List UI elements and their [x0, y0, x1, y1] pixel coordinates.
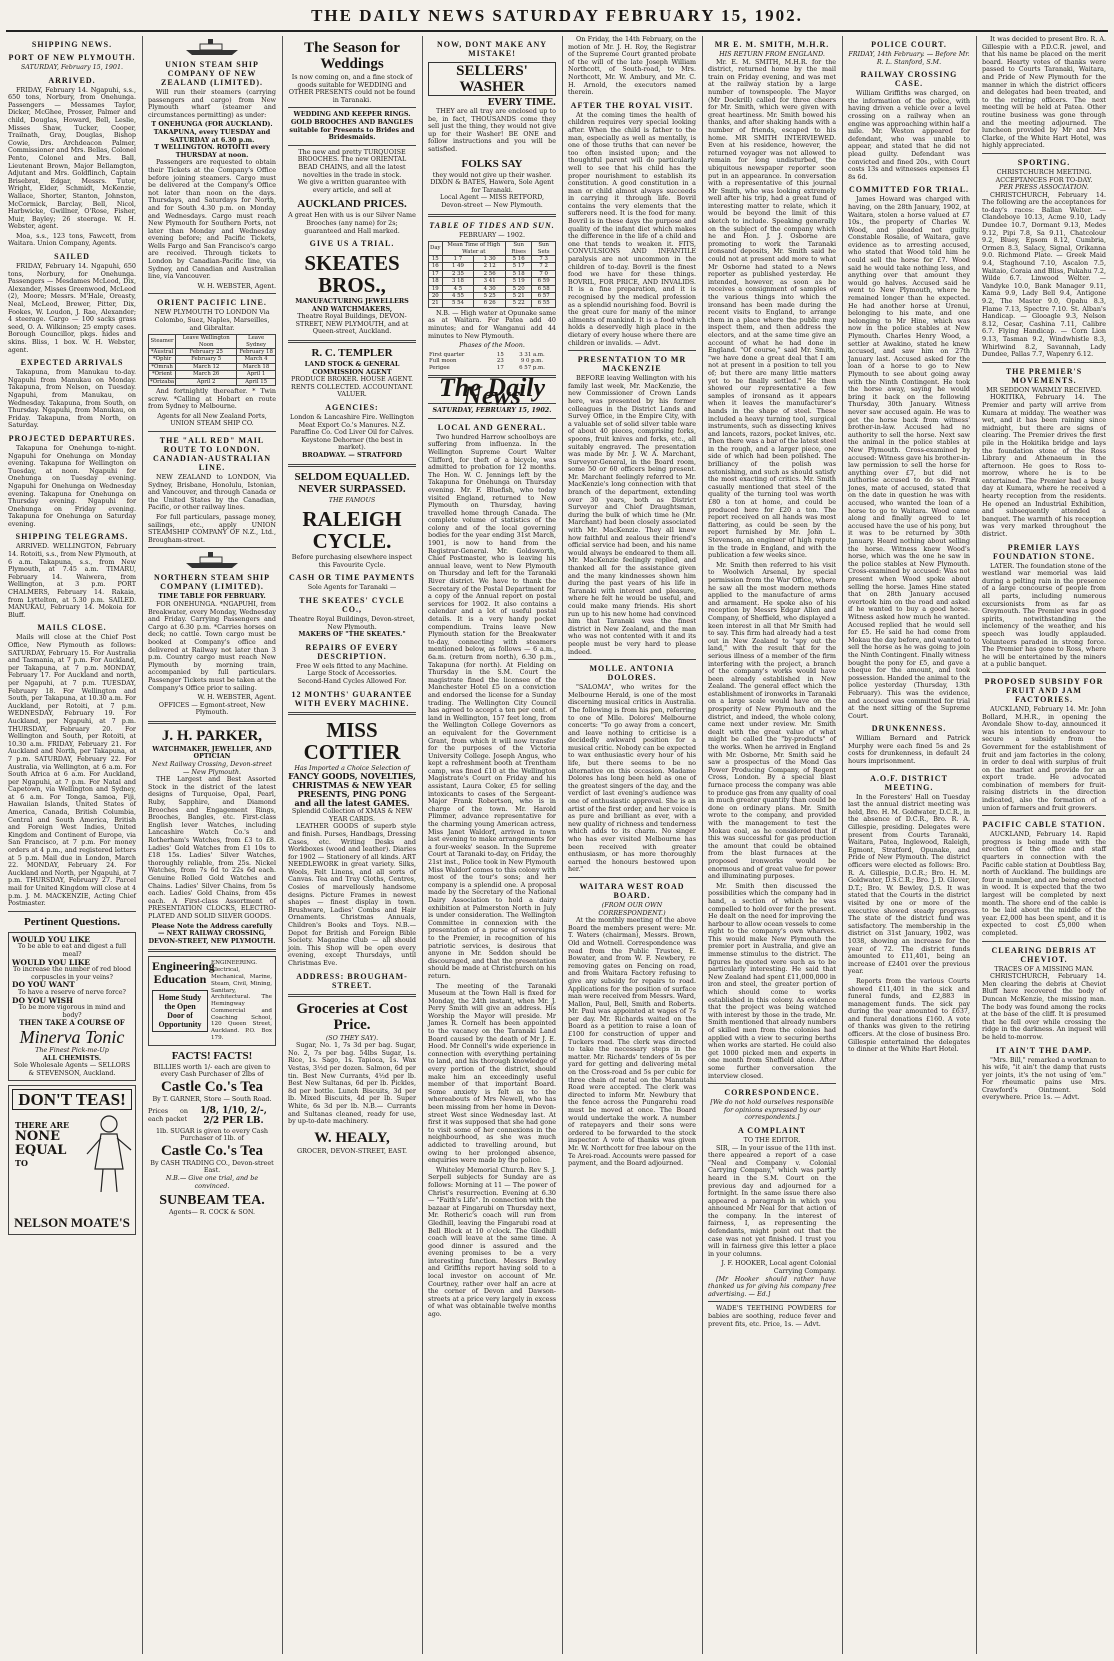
divider [148, 547, 276, 548]
guarantee-text: We give a written guarantee with every article, and sell at [297, 178, 407, 194]
auckland-prices: AUCKLAND PRICES. [297, 198, 407, 211]
turquoise-text: The new and pretty TURQUOISE BROOCHES. The new ORIENTAL BEAD CHAINS, and all the latest novelties in the trade in stock. [297, 147, 407, 179]
divider [982, 362, 1106, 363]
column-rule [976, 36, 977, 1654]
arrived-text-2: Moa, s.s., 123 tons, Fawcett, from Waitara. Union Company, Agents. [8, 231, 136, 248]
table-row: *Orizaba April 2 April 15 [149, 378, 276, 385]
smith-text: Mr. E. M. SMITH, M.H.R. for the district, returned home by the mail train on Friday evening, and was met at the railway station by a large number of townspeople. The Mayor (Mr Dockrill) called for three cheers for Mr. Smith, which were given with great heartiness. Mr. Smith bowed his thanks, and after shaking hands with a number of friends, escaped to his home. MR SMITH INTERVIEWED. Even at his residence, however, the returned voyager was not allowed to remain for long undisturbed, the ubiquitous newspaper reporter soon put in an appearance. In conversation with a representative of this journal Mr Smith, who was looking extremely well after his trip, had a great fund of interesting matter to relate, which it would be beyond the limit of this sketch to include. Speaking generally on the subject of the company which he and Hon. J. J. Osborne are promoting to work the Taranaki ironsand deposits, Mr. Smith said he could not at present add more to what Mr Osborne had stated to a News reporter as published yesterday. He intended, however, as soon as he receives a consignment of samples of the various things into which the ironsand has been made during the recent visits to England, to arrange them in a place where the public may inspect them, and then address the electors, and at the same time give an account of what he had done in England. "Of course," said Mr. Smith, "we have done a great deal that I am not at present in a position to tell you of; but there are many little matters yet to be finally settled." He then showed our representative a few samples of ironsand as it appears when it leaves the manufacturer's hands in the shape of steel. These included a heavy turning tool, surgical instruments, such as dissecting knives and lancets, razors, pocket knives, etc. Then there was a bar of the latest steel in the rough, and a larger piece, one side of which had been polished. The brilliancy of the polish was astonishing, and such as should satisfy the most exacting of critics. Mr. Smith casually mentioned that steel of the quality of the turning tool was worth £80 a ton at home, and could be produced here for £20 a ton. The report received on all hands was most flattering, as could be seen by the report furnished by Mr. John L. Stevenson, an engineer of high repute in the trade in England, and with the publication a few weeks since. [708, 57, 836, 560]
groceries-heading: Groceries at Cost Price. [296, 1000, 408, 1033]
complaint-note: [Mr Hooker should rather have thanked us for giving his company free advertising. — Ed.] [708, 1274, 836, 1298]
wades-advert: WADE'S TEETHING POWDERS for babies are soothing, reduce fever and prevent fits, etc. Price, 1s. — Advt. [708, 1304, 836, 1328]
minerva-advert [8, 932, 136, 1082]
paper-date: SATURDAY, FEBRUARY 15, 1902. [432, 406, 552, 415]
free-wheel-text: Free W eels fitted to any Machine. Large Stock of Accessories. [296, 661, 408, 678]
column-3 [284, 36, 420, 1656]
orient-note: And fortnightly thereafter. * Twin screw. *Calling at Hobart en route from Sydney to Melbourne. [148, 387, 276, 411]
sailed-heading: SAILED [54, 252, 90, 262]
guarantee-12: 12 MONTHS' GUARANTEE WITH EVERY MACHINE. [291, 689, 413, 708]
engineering-heading: Engineering Education [152, 959, 215, 987]
column-2 [144, 36, 280, 1656]
cottier-cards: Splendid Collection of XMAS & NEW YEAR CARDS. [291, 807, 413, 823]
allred-heading: THE "ALL RED" MAIL ROUTE TO LONDON. CANADIAN-AUSTRALIAN LINE. [152, 436, 272, 473]
answer-2: To increase the number of red blood corpuscles in your veins? [13, 965, 131, 981]
orient-col-wellington: Leave Wellington Noon [176, 335, 237, 349]
mackenzie-heading: PRESENTATION TO MR MACKENZIE [577, 355, 687, 374]
healy-subtitle: GROCER, DEVON-STREET, EAST. [296, 1146, 408, 1155]
northern-heading: NORTHERN STEAM SHIP COMPANY (LIMITED). [153, 573, 271, 592]
divider [982, 815, 1106, 816]
castle-prices: 1/8, 1/10, 2/-, 2/2 PER LB. [200, 1105, 267, 1126]
divider [288, 340, 416, 343]
castle-sugar: 1lb. SUGAR is given to every Cash Purchaser of 1lb. of [155, 1126, 269, 1143]
castle-trading: By CASH TRADING CO., Devon-street East. [150, 1158, 274, 1175]
telegrams-text: ARRIVED. WELLINGTON, February 14. Rotoiti, s.s., from New Plymouth, at 6 a.m. Takapuna, s.s., from New Plymouth, at 7.45 a.m. TIMARU, February 14. Waiwera, from Wellington, at 3 p.m. PORT CHALMERS, February 14. Rakaia, from Lyttelton, at 5.30 p.m. SAILED. MANUKAU, February 14. Mokoia for Bluff. [8, 542, 137, 619]
orient-table [148, 334, 276, 386]
aof-text-2: Reports from the various Courts showed £11,401 in the sick and funeral funds, and £2,883 in management funds. The sick pay during the year amounted to £637, and funeral donations £160. A vote of thanks was given to the retiring officers. At the close of business Bro. Gillespie entertained the delegates to dinner at the White Hart Hotel. [848, 976, 970, 1054]
correspondence-note: [We do not hold ourselves responsible for opinions expressed by our correspondents.] [710, 1098, 834, 1122]
table-row: *Ophir February 5 March 4 [149, 356, 276, 363]
weddings-heading: The Season for Weddings [304, 40, 400, 72]
cottier-heading: MISS COTTIER [303, 717, 401, 764]
table-row: 16 1 49 2 12 5 17 7 2 [429, 263, 556, 270]
column-rule [702, 36, 703, 1654]
divider [148, 293, 276, 294]
figure-illustration-icon [79, 1114, 139, 1194]
groceries-list: Sugar, No. 1, 7s 3d per bag. Sugar, No. 2, 7s per bag. 54lbs Sugar, 1s. Rice, 1s. Sago, 1s. Tapioca, 1s. Wax Vestas, 3½d per dozen. Salmon, 6d per tin. Best New Currants, 4½d per lb. Best New Sultanas, 6d per lb. Pickles, 8d per bottle. Lunch Biscuits, 3d per lb. Mixed Biscuits, 4d per lb. Super White, 6s 3d per lb. N.B.— Currants and Sultanas cleaned, ready for use, by up-to-date machinery. [288, 1041, 416, 1126]
divider [148, 949, 276, 952]
divider [148, 721, 276, 724]
paper-logo: The Daily News [438, 372, 546, 410]
table-row: *Orient March 26 April 1 [149, 371, 276, 378]
cash-heading: CASH OR TIME PAYMENTS [289, 573, 415, 583]
aof-heading: A.O.F. DISTRICT MEETING. [870, 773, 948, 792]
aint-heading: IT AIN'T THE DAMP. [996, 1045, 1092, 1055]
shipping-heading: SHIPPING NEWS. [31, 40, 113, 49]
raleigh-heading: RALEIGH CYCLE. [302, 507, 402, 554]
molle-heading: MOLLE. ANTONIA DOLORES. [589, 664, 675, 683]
divider [288, 712, 416, 715]
crossing-heading: RAILWAY CROSSING CASE. [860, 70, 958, 89]
divider [288, 994, 416, 997]
sailed-text: FRIDAY, February 14. Ngapuhi, 650 tons, Norbury, for Onehunga. Passengers — Mesdames McLeod, Dix, Alexander, Misses Greenwood, McLeod (2), Moore; Messrs. M'Hale, Oreasty, Neal, McLeod, Brewer, Pitter, Dix, Fookes, W. Loudon, J. Rae, Alexander; 4 steerage. Cargo — 100 sacks grass seed, O. A. Wilkinson; 25 empty cases. Borough Councillor, pkgs. hides and skins. Bliss, 1 box. W. H. Webster, agent. [8, 262, 136, 354]
steamship-icon [182, 38, 242, 56]
aof-continued: It was decided to present Bro. R. A. Gillespie with a P.D.C.R. jewel, and that his name be placed on the merit board. Hearty votes of thanks were passed to Courts Taranaki, Waitara, and Pride of New Plymouth for the manner in which the district officers and delegates had been treated, and to the retiring officers. The next meeting will be held at Patea. Other routine business was gone through and the meeting adjourned. The luncheon provided by Mr and Mrs Clarke, of the White Hart Hotel, was highly appreciated. [982, 36, 1106, 150]
press-association: PER PRESS ASSOCIATION. [999, 183, 1089, 192]
cottier-address: ADDRESS: BROUGHAM-STREET. [296, 971, 408, 990]
column-rule [282, 36, 283, 1654]
northern-text: FOR ONEHUNGA. *NGAPUHI, from Breakwater, every Monday, Wednesday and Friday. Carrying Passengers and Cargo at 6.30 p.m. *Carries horses on deck; no cattle. Town cargo must be booked at Company's office and delivered at Railway not later than 3 p.m. Country cargo must reach New Plymouth by morning train, accompanied by full particulars. Passenger Tickets must be taken at the Company's Office prior to sailing. [148, 599, 276, 692]
waitara-heading: WAITARA WEST ROAD BOARD. [579, 881, 685, 900]
repairs-heading: REPAIRS OF EVERY DESCRIPTION. [305, 642, 399, 661]
trial-heading: GIVE US A TRIAL. [309, 239, 395, 249]
skeates-cycle: THE SKEATES' CYCLE CO., [299, 595, 405, 614]
northern-agent: W. H. WEBSTER, Agent. [197, 693, 276, 702]
table-row: 21 5 54 6 26 5 22 6 55 [429, 300, 556, 307]
parker-note: Please Note the Address carefully — NEXT RAILWAY CROSSING, DEVON-STREET, NEW PLYMOUTH. [148, 921, 276, 945]
correspondence-heading: CORRESPONDENCE. [724, 1088, 820, 1098]
tides-col-sun-sets: Sun Sets [532, 242, 556, 256]
projected-text: Takapuna for Onehunga to-night. Ngapuhi for Onehunga on Monday evening. Takapuna for Wellington on Tuesday, at noon. Ngapuhi for Onehunga on Tuesday evening. Ngapuhi for Onehunga on Wednesday evening. Takapuna for Onehunga on Thursday evening. Ngapuhi for Onehunga on Friday evening. Takapuna for Onehunga on Saturday evening. [8, 443, 136, 528]
complaint-text: SIR, — In your issue of the 11th inst. there appeared a report of a case "Neal and Company v. Colonial Carrying Company," which was partly heard in the S.M. Court on the previous day and adjourned for a fortnight. In the same issue there also appeared a paragraph in which you announced Mr Neal for that action of the company. In the interest of fairness, I, as representing the defendants, might point out that the case was not yet finished. I trust you will in fairness give this letter a place in your columns. [708, 1143, 836, 1258]
premier-heading: THE PREMIER'S MOVEMENTS. [1005, 366, 1083, 385]
waitara-subtitle: (FROM OUR OWN CORRESPONDENT.) [598, 900, 666, 917]
skeates-cycle-address: Theatre Royal Buildings, Devon-street, New Plymouth. [289, 614, 415, 631]
sporting-text: CHRISTCHURCH, February 14. The following are the acceptances for to-day's races: Ballan Welter. — Clandeboye 10.13, Acme 9.10, Lady Dundee 10.7, Dormant 9.13, Medes 9.12, Pipi 7.8, Sa 9.11, Chatcolour 9.2, Bluey, Epsom 8.12, Cumbria, Ormen 8.3, Salacy, Signal, Orikanna 9.0. Richmond Plate. — Greek Maid 9.4, Staghound 7.10, Ascalon 7.5, Waitaio, Coraia and Bliss, Pukahu 7.2, Wilde 6.7. Linwood Welter. — Vandyke 10.0, Bank Manager 9.11, Kama 9.9, Lady Bell 9.4, Antigone 9.2, The Master 9.0, Opahu 8.3, Flame 7.13, Spectre 7.10. St. Alban's Handicap. — Glooagle 9.3, Nelson 8.12, Cesar, Cashina 7.11, Calibre 6.7. Flying Handicap. — Corn Lion 9.13, Tasman 9.2, Windwhistle 8.3, Whirlwind 8.2, Savannah, Lady Dundee, Pallas 7.7, Wapenry 6.12. [982, 190, 1106, 359]
chemists-line: ALL CHEMISTS. [42, 1053, 102, 1062]
castle-heading: Castle Co.'s Tea [160, 1079, 264, 1096]
parker-text: THE Largest and Best Assorted Stock in the district of the latest designs of Turquoise, Opal, Pearl, Ruby, Sapphire, and Diamond Brooches and Engagement Rings, Brooches, Bangles, etc. First-class English lever Watches, including Lancashire Watch Co.'s and Rotherham's Watches, from £3 to £8. Ladies' Gold Watches from £1 10s to £18 15s. Ladies' Silver Watches, thoroughly reliable, from 25s. Nickel Watches, from 7s 6d to 22s 6d each. Genuine Rolled Gold Watches and Chains. Ladies' Silver Chains, from 5s each. Ladies' Gold Chains, from 45s each. A First-class Assortment of PRESENTATION CLOCKS, ELECTRO-PLATED AND SOLID SILVER GOODS. [148, 775, 276, 920]
expected-text: Takapuna, from Manukau to-day. Ngapuhi from Manukau on Monday. Takapuna, from Nelson, on Tuesday. Ngapuhi, from Manukau, on Wednesday. Takapuna, from South, on Thursday. Ngapuhi, from Manukau, on Friday. Takapuna, from North, on Saturday. [8, 368, 136, 430]
sunbeam-agent: Agents— R. COCK & SON. [168, 1208, 256, 1217]
question-4: DO YOU WISH [12, 995, 74, 1005]
tides-month: FEBRUARY — 1902. [459, 230, 525, 239]
table-row: First quarter 15 3 31 a.m. [429, 351, 545, 358]
agencies-text: London & Lancashire Fire. Wellington Meat Export Co.'s Manures. N.Z. Paraffine Co. Cod Liver Oil for Calves. Keystone Dehorner (the best in market). [290, 413, 414, 452]
crossing-text: William Griffiths was charged, on the information of the police, with having driven a vehicle over a level crossing on a railway when an engine was approaching within half a mile. Mr. Weston appeared for defendant, who was unable to appear, and stated that he did not plead guilty. Defendant was convicted and fined 20s., with Court costs 13s and witnesses expenses £1 8s 6d. [848, 89, 970, 181]
divider [568, 350, 696, 351]
complaint-to: TO THE EDITOR. [743, 1135, 801, 1144]
divider [708, 1301, 836, 1302]
mails-heading: MAILS CLOSE. [37, 623, 107, 633]
table-row: *Omrah March 12 March 18 [149, 363, 276, 370]
arrived-text: FRIDAY, February 14. Ngapuhi, s.s., 650 tons, Norbury, from Onehunga. Passengers — Messames Taylor, Dicker, McGhee, Prosser, Palmer and child, Douglas, Howard, Bell, Leslie, Misses Shaw, Tucker, Cooper, Trailnath, Gray, Douglas, Bishop Cowie, Drs. Archdeacon Palmer, Commissioner and Mrs. Bellas, Colonel Pento, Colonel and Mrs. Ball, Lieutenant Brown, Major Bellamgton, Adjutant and Mrs. Goldflinch, Captain Brisebrat, Edgar, Messrs. Tutor, Wright, Elder, Schmidt, McKenzie, Wallace, Shorter, Stanton, Johnston, McCormick, Barclay, Bell, Nicol, Harbwicke, Gwillner, O'Rose, Fisher, Muir, Bayley; 26 steerage. W. H. Webster, agent. [8, 85, 136, 231]
sunbeam-heading: SUNBEAM TEA. [159, 1193, 265, 1209]
hen-text: A great Hen with us is our Silver Name Brooches (any name) for 2s; guaranteed and Hall marked. [288, 211, 416, 235]
column-rule [422, 36, 423, 1654]
table-row: 20 4 55 5 25 5 21 6 57 [429, 292, 556, 299]
waitara-text: At the monthly meeting of the above Board the members present were: Mr. T. Waters (chairman), Messrs. Brown, Old and Wotnell. Correspondence was read from the Public Trustee, E. Bowater, and from W. F. Newbery, re removing gates on Fencing on road, and from Waitara Factory refusing to give any subsidy for repairs to road. Applications for the position of surface man were received from Messrs. Ward, Mallon, Paul, Bell, Smith and Roberts. Mr. Paul was appointed at wages of 7s per day. Mr. Richards waited on the Board as a petition to raise a loan of £100 for construction of upper and Tuckers road. The clerk was directed to take the necessary steps in the matter. Mr. Richards' tenders of 5s per yard for getting and delivering metal on the Cross-road and 5s per cubic for three chain of metal on the Manutahi Road were accepted. The clerk was directed to inform Mr. Newbury that the fence across the Pungarehu road must be moved at once. The Board would undertake the work. A number of ratepayers and their sons were ordered to be forwarded to the stock inspector. A vote of thanks was given Mr. W. Northcott for free labour on the Te Arei-road. Accounts were passed for payment, and the Board adjourned. [568, 916, 696, 1168]
cottier-list: FANCY GOODS, NOVELTIES, CHRISTMAS & NEW YEAR PRESENTS, PING PONG and all the latest GAMES. [288, 771, 416, 809]
royal-text: At the coming times the health of children requires very special looking after. When the child is father to the man, especially as well as mentally, is one of those truths that can never be too often insisted upon; and the thoughtful parent will do particularly well to see that his child has the proper nourishment to establish its constitution. A good constitution in a man or child almost always succeeds in carrying it through life. Bovril contains the very elements that the sufferers need. It is the food for many. Bovril is in these days the purpose and quality of the infant diet which makes the difference in the life of a child and one that tends to weaken it. FITS, CONVULSIONS AND INFANTILE paralysis are not uncommon in the children of to-day. Bovril is the finest food we have for these things. BOVRIL, FOR PRICE, AND INVALIDS. It is a fine preparation, and it is recognised by the medical profession as a splendid nourishing food. Bovril is the great cure for many of the minor ailments of mankind. It is a food which holds a deservedly high place in the dietary of every house where there are children or invalids. — Advt. [568, 110, 696, 347]
divider [288, 464, 416, 467]
skeates-address: Theatre Royal Buildings, DEVON-STREET, NEW PLYMOUTH, and at Queen-street, Auckland. [295, 312, 409, 336]
orient-col-sydney: Leave Sydney [237, 335, 276, 349]
telegrams-heading: SHIPPING TELEGRAMS. [15, 532, 129, 542]
cottier-goods: LEATHER GOODS of superb style and finish. Purses, Handbags, Dressing Cases, etc. Writing Desks and Workboxes (wood and leather). Diaries for 1902 — Stationery of all kinds. ART NEEDLEWORK in great variety. Silks, Wools, Felt Linens, and all sorts of Canvas. Tea and Tray Cloths, Centres, Cosies of marvellously handsome designs. Picture Frames in newest shapes — finest display in town. Brushware, Ladies' Combs and Hair Ornaments. Christmas Annuals, Children's Books and Toys. N.B.— Depot for British and Foreign Bible Society. Magazine Club — all should join. This Shop will be open every evening, except Thursdays, until Christmas Eve. [288, 822, 416, 967]
uss-agent: W. H. WEBSTER, Agent. [197, 281, 276, 290]
table-row: *Austral February 25 February 18 [149, 349, 276, 356]
teas-line-1: THERE ARE [15, 1120, 70, 1131]
question-2: WOULD YOU LIKE [12, 957, 90, 967]
tides-col-day: Day [429, 242, 443, 256]
divider [982, 672, 1106, 673]
allred-text: NEW ZEALAND to LONDON, Via Sydney, Brisbane, Honolulu, Istonian, and Vancouver, and through Canada or the United States by the Canadian, Pacific, or other railway lines. [148, 473, 276, 512]
local-text: Two hundred Harrow schoolboys are suffering from influenza. In the Wellington Supreme Court Walter Clifford, for theft of a bicycle, was admitted to probation for 12 months. The Hon. W. C. Jennings left by the Takapuna for Onehunga on Thursday evening. Mr. F. Bluefish, who today visited England, returned to New Plymouth on Thursday, having travelled home through Canada. The complete volume of statistics of the colony and of the local governing bodies for the year ending 31st March, 1901, is now to hand from the Registrar-General. Mr. Goldsworth, Chief Postmaster, who is leaving his annual leave, went to New Plymouth on Thursday and left for the Taranaki River district. We have to thank the Secretary of the Postal Department for a copy of the Annual report on postal services for 1902. It also contains a calendar and a lot of useful postal details. It is a very handy pocket compendium. Trains leave New Plymouth station for the Breakwater to-day, connecting with steamers mentioned below, as follows — 6 a.m., 6a.m. (return from north), 6.30 p.m., Takapuna (for north). At Fielding on Thursday in the S.M. Court the magistrate fined the licensee of the Manchester Hotel £5 on a conviction and endorsed the license for a Sunday trading. The Wellington City Council has agreed to accept a ten per cent. of land in Wellington, 157 feet long, from the Wellington College Governors as an equivalent for the Government Grant, from which it will now transfer for the purposes of the Victoria University College. Joseph Angus, who kept a refreshment booth at Trentham camp, was fined £10 at the Wellington Magistrate's Court on Friday and his assistant, Laura Coker, £5 for selling intoxicants to cases of the Sergeant-Major Frank Robertson, who is in charge of the town. Mr. Harold Plimmer, advance representative for the charming young American actress, Miss Janet Waldorf, arrived in town last evening to make arrangements for a four-weeks' season. In the Supreme Court at Taranaki to-day, on Friday, the 21st inst., Police took in New Plymouth Miss Waldorf comes to this colony with most of the tour's sons; and her company is a splendid one. A proposal made by the Secretary of the National Dairy Association to hold a dairy exhibition at Palmerston North in July is under consideration. The Wellington Committee in connexion with the presentation of a purse of sovereigns to the Premier, in recognition of his patriotic services, is desirous that anyone in Mr. Seddon should be discouraged, and that the presentation should be made at Christchurch on his return. [428, 432, 556, 980]
tides-col-sun-rises: Sun Rises [506, 242, 532, 256]
engineering-left: Home Study the Open Door of Opportunity [152, 990, 208, 1032]
skeates-subtitle: MANUFACTURING JEWELLERS AND WATCHMAKERS, [295, 297, 409, 313]
trials-text: James Howard was charged with having, on the 28th January, 1902, at Waitara, stolen a horse valued at £7 10s., the property of Charles W. Wood, and pleaded not guilty. Constable Rosalie, of Waitara, gave evidence as to arresting accused, who stated that Wood told him he could sell the horse for £7. Wood said he would take nothing less, and anything over that amount they would go halves. Accused said he went to New Plymouth, where he remained longer than he expected. He had another horse at Urenui, belonging to his mate, and one belonging to Mr Hine, which was now in the police stables at New Plymouth. Charles Henry Wood, a settler at Awakino, stated he knew accused, and saw him on 27th January last. Accused asked for the loan of a horse to go to New Plymouth to see about going away with the Ninth Contingent. He took the horse away, saying he would bring it back on the following Thursday, 30th January. Witness never saw accused again. He was to get the horse back from witness' brother-in-law. Accused had no authority to sell the horse. Next saw the animal in the police stables at New Plymouth. Cross-examined by accused: Witness gave his brother-in-law permission to sell the horse for anything over £7, but did not authorise accused to do so. Frank Jones, mate of accused, stated that on the date in question he was with accused, who wanted the loan of a horse to go to Waitara. Wood came along and finally agreed to let accused have the use of his pony, but it was to be returned by 30th January. Heard nothing about selling the horse. Witness knew Wood's horse, which was the one he saw in the police stables at New Plymouth. Cross-examined by accused: Was not present when Wood spoke about selling the horse. James Hine stated that on 28th January accused overtook him on the road and asked if he wanted to buy a good horse. Witness asked how much he wanted. Accused replied that he would sell for £5. He said he had come from Mokau the day before, and wanted to sell the horse as he was going to join the Ninth Contingent. Finally witness bought the pony for £5, and gave a cheque for the amount, and took possession. Handed the animal to the police yesterday (Thursday, 13th February). This was the evidence, and accused was committed for trial at the next sitting of the Supreme Court. [848, 195, 970, 720]
skeates-makers: MAKERS OF "THE SKEATES." [298, 630, 406, 639]
folks-heading: FOLKS SAY [461, 157, 523, 170]
divider [428, 418, 556, 419]
question-3: DO YOU WANT [12, 980, 75, 990]
port-heading: PORT OF NEW PLYMOUTH. [8, 53, 136, 62]
stone-heading: PREMIER LAYS FOUNDATION STONE. [992, 542, 1096, 561]
divider [708, 1083, 836, 1084]
cable-heading: PACIFIC CABLE STATION. [982, 820, 1106, 830]
table-row: 18 3 18 3 41 5 19 6 59 [429, 278, 556, 285]
teas-line-3: EQUAL [15, 1143, 67, 1159]
answer-3: To have a reserve of nerve force? [18, 987, 126, 996]
sellers-text: THEY are all tray are enclosed up to be, in fact, THOUSANDS come they sell just the thing, they would not give up for their Washer! BE ONE and follow instructions and you will be satisfied. [428, 107, 556, 153]
castle-prices-label: Prices on each packet [148, 1107, 188, 1123]
minerva-logo: Minerva Tonic [19, 1026, 125, 1047]
uss-note: Passengers are requested to obtain their Tickets at the Company's Office before joining steamers. Cargo must be delivered at the Company's Office not later than noon on the days. Thursdays, and Saturdays for North, and for South 4.30 p.m. on Monday and Wednesdays. Cargo must reach New Plymouth for Southern Ports, not later than Monday and Wednesday evening before; and Pacific Tickets, Wells Fargo and San Francisco's cargo are received. Through tickets to London by Canadian-Pacific line, via Sydney, and Canadian and Australian line, via Vancouver. [148, 158, 276, 281]
uss-wellington: T WELLINGTON. ROTOITI every THURSDAY at noon. [154, 143, 270, 159]
tides-heading: TABLE OF TIDES AND SUN. [429, 220, 555, 230]
moon-table [428, 352, 556, 371]
sellers-top: NOW, DONT MAKE ANY MISTAKE! [436, 40, 547, 58]
table-row: 15 1 7 1 30 5 16 7 3 [429, 255, 556, 262]
table-row: 19 4 5 4 30 5 20 6 58 [429, 285, 556, 292]
facts-heading: FACTS! FACTS! [171, 1049, 253, 1062]
smith-text-3: Mr. Smith then discussed the possibilities which the company had in hand, a section of which he was compelled to hold over for the present. He dealt on the need for improving the harbour to allow ocean vessels to come right to the company's own wharves. This would make New Plymouth the premier port in Australia, and give an immense stimulus to the district. The figures he quoted were such as to be particularly interesting. He said that New Zealand had spent £11,000,000 in iron and steel, the greater portion of which should come to works established in this colony. As evidence that the project was being watched with interest by those in the trade, Mr. Smith mentioned that already numbers of skilled men from the colonies had applied with a view to securing berths when works are started. He could also get 1000 picked men and experts in one month from Sheffield alone. After some further conversation the interview closed. [708, 881, 836, 1080]
divider [848, 769, 970, 770]
aint-text: "Mrs. Bill," remarked a workman to his wife, "it ain't the damp that rusts yer joints, it's the not using of 'em." For rheumatic pains use Mrs. Crawford's Ointment. Sold everywhere. Price 1s. — Advt. [982, 1055, 1106, 1102]
drunk-heading: DRUNKENNESS. [871, 724, 947, 734]
divider [568, 877, 696, 878]
divider [982, 941, 1106, 942]
sporting-heading: SPORTING. [1017, 157, 1071, 167]
weddings-text: Is now coming on, and a fine stock of goods suitable for WEDDING and OTHER PRESENTS could not be found in Taranaki. [288, 73, 416, 104]
divider [288, 145, 416, 146]
northern-subtitle: TIME TABLE FOR FEBRUARY. [158, 592, 266, 601]
parker-name: J. H. PARKER, [161, 727, 263, 744]
teas-line-4: TO [15, 1158, 28, 1169]
teas-headline: DON'T TEAS! [12, 1089, 132, 1110]
raleigh-text: Before purchasing elsewhere inspect this Favourite Cycle. [291, 553, 413, 569]
divider [288, 107, 416, 108]
skeates-heading: SKEATES BROS., [304, 251, 400, 298]
allred-more: For full particulars, passage money, sailings, etc., apply UNION STEAMSHIP COMPANY OF N.Z., Ltd., Brougham-street. [148, 513, 276, 544]
cheviot-text: CHRISTCHURCH, February 14. Men clearing the debris at Cheviot Bluff have recovered the body of Duncan McKenzie, the missing man. The body was found among the rocks at the base of the cliff. It is presumed that he fell over while crossing the ridge in the darkness. An inquest will be held to-morrow. [982, 972, 1106, 1041]
orient-subtitle: NEW PLYMOUTH TO LONDON Via Colombo, Suez, Naples, Marseilles, and Gibraltar. [154, 308, 270, 332]
acceptances: ACCEPTANCES FOR TO-DAY. [995, 175, 1093, 184]
cable-text: AUCKLAND, February 14. Rapid progress is being made with the erection of the office and staff quarters in connection with the Pacific cable station at Doubtless Bay, north of Auckland. The buildings are four in number, and are being erected in wood. It is expected that the two largest will be completed by next month. The shore end of the cable is to be laid about the middle of the year. £2,000 has been spent, and it is expected to cost £5,000 when completed. [982, 830, 1106, 937]
smith-text-2: Mr. Smith then referred to his visit to Woolwich Arsenal, by special permission from the War Office, where he saw all the most modern methods applied to the manufacture of arms and armament. He spoke also of his reception by Messrs Edgar Allen and Company, of Sheffield, who displayed a keen interest in all that Mr Smith had to say. This firm had already had a test out in New Zealand to "spy out the land," with the result that for the serious illness of a member of the firm interfering with the project, a branch of the company's works would have been already established in New Zealand. The general effect which the establishment of ironworks in Taranaki on a large scale would have on the prosperity of New Plymouth and the district, and indeed, the whole colony, came next under review. Mr. Smith dealt with the great value of what might be called the "by-products" of the works. When he arrived in England with Mr. Osborne, Mr. Smith said he saw a prospectus of the Mond Gas Power Producing Company, of Regent Cross, London. By a special blast furnace process the company was able to produce gas from any quality of coal in much greater quantity than could be done on ordinary plans. Mr. Smith wrote to the company, and provided with the management to test the Mokau coal, as he considered that if this was successful for gas production the amount that could be obtained from the blast furnaces at the proposed ironworks would be enormous and of great value for power and illuminating purposes. [708, 560, 836, 881]
uss-text: Will run their steamers (carrying passengers and cargo) from New Plymouth wharf (steamer and circumstances permitting) as under: [148, 88, 276, 119]
arrived-heading: ARRIVED. [48, 75, 96, 85]
northern-office: OFFICES — Egmont-street, New Plymouth. [158, 700, 266, 717]
masthead-rule [6, 30, 1108, 32]
orient-col-steamer: Steamer [149, 335, 176, 349]
uss-onehunga: T ONEHUNGA (FOR AUCKLAND). TAKAPUNA, every TUESDAY and SATURDAY at 6.30 p.m. [151, 120, 273, 144]
smith-subtitle: HIS RETURN FROM ENGLAND. [719, 50, 825, 58]
local-agent: Local Agent — MISS RETFORD, Devon-street — New Plymouth. [439, 193, 545, 209]
second-hand-text: Second-Hand Cycles Allowed For. [297, 676, 407, 685]
local-text-3: Whiteley Memorial Church. Rev S. J. Serpell subjects for Sunday are as follows: Morning at 11 — The power of Christ's resurrection. Evening at 6.30 — "Faith's Life". In connection with the bazaar at Fingarubi on Thursday next, Mr. Rotheric's coach will run from Gledhill, leaving the Fingarubi road at Bell Block at 10 o'clock. The Gledhill coach will leave at the same time. A good dinner is assured and the evening promises to be a very interesting function. Messrs Bewley and Griffiths report having sold to a local investor on account of Mr. Courtney, rather over half an acre at the corner of Devon and Dawson-streets at a price very largely in excess of what was obtainable twelve months ago. [428, 1165, 556, 1319]
projected-heading: PROJECTED DEPARTURES. [8, 433, 136, 443]
castle-by: By T. GARNER, Store — South Road. [152, 1095, 272, 1104]
castle-note: N.B.— Give one trial, and be convinced. [165, 1174, 259, 1190]
complaint-heading: A COMPLAINT [737, 1125, 807, 1135]
moon-heading: Phases of the Moon. [459, 341, 525, 350]
raleigh-agents: Sole Agents for Taranaki — [307, 583, 397, 592]
broadway-text: BROADWAY. — STRATFORD [302, 451, 402, 459]
friday-text: On Friday, the 14th February, on the motion of Mr. J. H. Roy, the Registrar of the Supreme Court granted probate of the will of the late Joseph William Northcott, of South-road, to Mrs. Northcott, Mr. W. Ambury, and Mr. C. H. Arnold, the executors named therein. [568, 36, 696, 97]
local-heading: LOCAL AND GENERAL. [437, 422, 547, 432]
wedding-rings: WEDDING AND KEEPER RINGS. GOLD BROOCHES AND BANGLES suitable for Presents to Brides and Bridesmaids. [289, 110, 415, 142]
premier-text: HOKITIKA, February 14. The Premier and party will arrive from Kumara at midday. The weather was wet, and it has been raining since midnight, but there are signs of clearing. The Premier drives the first pile in the Hokitika bridge and lays the foundation stone of the Ross Library and Athenaeum in the afternoon. He goes to Ross to-morrow, where he is to be entertained. The Premier had a busy day at Kumara, where he received a hearty reception from the residents. He opened an Industrial Exhibition, and subsequently attended a banquet. The warmth of his reception was very marked throughout the district. [982, 393, 1106, 539]
groceries-subtitle: (SO THEY SAY). [325, 1033, 379, 1042]
answer-4: To be more vigorous in mind and body? [18, 1003, 126, 1019]
tides-col-high-water: Mean Time of High Water at [442, 242, 505, 256]
shipping-date: SATURDAY, February 15, 1901. [20, 63, 124, 71]
steamship-icon [182, 551, 242, 569]
cottier-subtitle: Has Imported a Choice Selection of [294, 763, 410, 772]
table-row: Perigee 17 6 57 p.m. [429, 364, 545, 371]
healy-heading: W. HEALY, [314, 1129, 390, 1146]
uss-company-heading: UNION STEAM SHIP COMPANY OF NEW ZEALAND (LIMITED). [160, 60, 263, 87]
orient-heading: ORIENT PACIFIC LINE. [157, 298, 267, 308]
teas-advert [8, 1085, 136, 1235]
smith-heading: MR E. M. SMITH, M.H.R. [714, 40, 830, 49]
engineering-advert [148, 956, 276, 1046]
divider [8, 911, 136, 912]
question-5: THEN TAKE A COURSE OF [19, 1018, 125, 1028]
cheviot-heading: CLEARING DEBRIS AT CHEVIOT. [991, 945, 1097, 964]
divider [148, 431, 276, 432]
tides-note: N.B. — High water at Opunake same as at Waitara. For Patea add 40 minutes; and for Wanganui add 44 minutes to New Plymouth. [428, 308, 556, 340]
templer-text: PRODUCE BROKER. HOUSE AGENT. RENTS COLLECTED. ACCOUNTANT. VALUER. [290, 375, 414, 399]
table-row: Full moon 23 9 0 p.m. [429, 358, 544, 365]
minerva-subtitle: The Finest Pick-me-Up [35, 1045, 109, 1054]
divider [428, 214, 556, 217]
column-rule [142, 36, 143, 1654]
fruit-heading: PROPOSED SUBSIDY FOR FRUIT AND JAM FACTORIES. [984, 676, 1104, 704]
table-row: 17 2 35 2 56 5 18 7 0 [429, 270, 556, 277]
expected-heading: EXPECTED ARRIVALS [20, 358, 124, 368]
molle-text: "SALOMA", who writes for the Melbourne Herald, is one of the most discerning musical critics in Australia. The following is from his pen, referring to one of Mlle. Dolores' Melbourne concerts: "To go away from a concert, and leave nothing to criticise is a decidedly awkward position for a musical critic. Nobody can be expected to wax enthusiastic every hour of his life, but there seems to be no alternative on this occasion. Madame Dolores has long been held as one of the greatest singers of the day, and the verdict of last evening's audience was one of enthusiastic approval. She is an artist of the first order, and her voice is as pure and brilliant as ever, with a new quality of richness and tenderness which adds to its charm. No singer who has ever visited Melbourne has been received with greater enthusiasm, or has more thoroughly earned the honours bestowed upon her." [568, 683, 696, 874]
mackenzie-text: BEFORE leaving Wellington with his family last week, Mr. MacKenzie, the new Commissioner of Crown Lands here, was presented by his former colleagues in the District Lands and Survey Office, in the Empire City, with a valuable set of solid silver table ware of about 40 pieces, comprising forks, spoons, fruit knives and forks, etc., all suitably engraved. The presentation was made by Mr. J. W. A. Marchant, Surveyor-General, in the Board room, some 50 or 60 officers being present. Mr. Marchant feelingly referred to Mr. MacKenzie's long connection with that branch of the department, extending over 30 years, both as District Surveyor and Chief Draughtsman, during the bulk of which time he (Mr. Marchant) had been closely associated with Mr. MacKenzie. They all knew how faithful and zealous their friend's official service had been, and his name would always be endeared to them all. Mr. MacKenzie feelingly replied, and thanked all for the assistance given and the many kindnesses shown him during the past years of his life in Taranaki with interest and pleasure, where he felt he would be useful, and could make many friends. His short run up to his new home had convinced him that Taranaki was the finest district in New Zealand, and the man who was not contented with it and its people must be very hard to please indeed. [568, 374, 696, 656]
premier-subtitle: MR SEDDON WARMLY RECEIVED. [986, 385, 1102, 394]
police-heading: POLICE COURT. [871, 40, 947, 49]
fruit-text: AUCKLAND, February 14. Mr. John Bollard, M.H.R., in opening the Avondale Show to-day, announced it was his intention to endeavour to secure a subsidy from the Government for the establishment of fruit and jam factories in the colony, in order to deal with surplus of fruit on the market and provide for an export trade. He advocated combination of members for fruit-raising districts in the direction indicated, also the formation of a union of farmers and fruit growers. [982, 704, 1106, 812]
mails-text: Mails will close at the Chief Post Office, New Plymouth as follows: SATURDAY, February 15. For Australia and Tasmania, at 7 p.m. For Auckland, per Takapuna, at 7 p.m. MONDAY, February 17. For Auckland and north, per Ngapuhi, at 7 p.m. TUESDAY, February 18. For Wellington and South, per Takapuna, at 10.30 a.m. For Auckland, per Rotoiti, at 7 p.m. WEDNESDAY, February 19. For Auckland, per Ngapuhi, at 7 p.m. THURSDAY, February 20. For Wellington and South, per Rotoiti, at 10.30 a.m. FRIDAY, February 21. For Auckland and North, per Takapuna, at 7 p.m. SATURDAY, February 22. For Australia, via Wellington, at 6 a.m. For South Africa at 6 a.m. For Auckland, per Ngapuhi, at 7 p.m. For Natal and Capetown, via Wellington and Sydney, at 6 a.m. For Tonga, Samoa, Fiji, Hawaiian Islands, United States of America, Canada, British Columbia, Central and South America, British and Foreign West Indies, United Kingdom and Continent of Europe, via San Francisco, at 7 p.m. For money orders at 4 p.m., and registered letters at 5 p.m. Mail due in London, March 22. MONDAY, February 24. For Auckland and North, per Ngapuhi, at 7 p.m. THURSDAY, February 27. Parcel mail for United Kingdom will close at 4 p.m. J. M. MACKENZIE, Acting Chief Postmaster. [8, 633, 136, 908]
drunk-text: William Bernard and Patrick Murphy were each fined 5s and 2s costs for drunkenness, in default 24 hours imprisonment. [848, 734, 970, 766]
parker-title: WATCHMAKER, JEWELLER, AND OPTICIAN [152, 744, 272, 761]
police-subtitle: FRIDAY, 14th February. — Before Mr. R. L. Stanford, S.M. [848, 50, 970, 66]
parker-address: Next Railway Crossing, Devon-street — New Plymouth. [152, 760, 272, 776]
column-rule [562, 36, 563, 1654]
wholesale-agents: Sole Wholesale Agents — SELLORS & STEVENSON, Auckland. [13, 1061, 131, 1077]
divider [982, 153, 1106, 154]
templer-heading: R. C. TEMPLER [311, 347, 393, 360]
column-4 [424, 36, 560, 1656]
column-5 [564, 36, 700, 1656]
aof-text: In the Foresters' Hall on Tuesday last the annual district meeting was held, Bro. H. M. Goldwater, D.C.R., in the absence of D.C.R., Bro. R. A. Gillespie, presiding. Delegates were present from Courts Taranaki, Waitara, Patea, Inglewood, Raleigh, Egmont, Stratford, Opunake, and Pride of New Plymouth. The district officers were elected as follows: Bro. R. A. Gillespie, D.C.R.; Bro. H. M. Goldwater, D.S.C.R.; Bro. J. D. Glover, D.T.; Bro. W. Bewley, D.S. It was stated that the Courts in the district visited by one or more of the executive showed steady progress. The state of the district fund was satisfactory. The membership in the district on 31st January, 1902, was 1038, showing an increase for the year of 72. The district funds amounted to £11,401, being an increase of £2401 over the previous year. [848, 792, 970, 976]
sellers-heading: SELLERS' WASHER [428, 62, 556, 96]
column-7 [844, 36, 974, 1656]
agencies-heading: AGENCIES: [325, 403, 379, 413]
question-1: WOULD YOU LIKE [12, 934, 90, 944]
royal-heading: AFTER THE ROYAL VISIT. [570, 100, 694, 110]
castle-heading-2: Castle Co.'s Tea [160, 1142, 264, 1159]
teas-line-2: NONE [15, 1129, 60, 1145]
stone-text: LATER. The foundation stone of the westland war memorial was laid during a pelting rain in the presence of a large concourse of people from all parts, including numerous excursionists from as far as Greymouth. The Premier was in good spirits, notwithstanding the inclemency of the weather, and his speech was loudly applauded. Volunteers paraded in strong force. The Premier has gone to Ross, where he will be entertained by the miners at a public banquet. [982, 561, 1106, 669]
local-text-2: The meeting of the Taranaki Museum at the Town Hall is fixed for Monday, the 24th instant, when Mr. J. Perry Smith will give an address. His Worship the Mayor will preside. Mr James R. Cornelt has been appointed to the vacancy on the Taranaki Land Board caused by the death of Mr J. E. Hood. Mr Connell's wide experience in connection with everything pertaining to land, and his thorough knowledge of every portion of the district, should make him an exceedingly useful member of that important Board. Some anxiety is felt as to the whereabouts of Mrs Newell, who has been missing from her home in Devon-street West since Wednesday last. At first it was supposed that she had gone to visit some of her connexions in the neighbourhood, as she was much addicted to travelling around, but owing to her prolonged absence, enquiries were made by the police. [428, 981, 556, 1165]
tides-table [428, 241, 556, 308]
facts-text: BILLIES worth 1/- each are given to every Cash Purchaser of 2lbs of [153, 1062, 271, 1079]
pertinent-heading: Pertinent Questions. [24, 915, 120, 928]
column-1 [4, 36, 140, 1656]
column-8 [978, 36, 1110, 1656]
every-time: EVERY TIME. [487, 98, 556, 108]
divider [568, 659, 696, 660]
trials-heading: COMMITTED FOR TRIAL. [848, 185, 970, 195]
equalled-heading: SELDOM EQUALLED. NEVER SURPASSED. [294, 470, 410, 495]
orient-agents: Agents for all New Zealand Ports, UNION STEAM SHIP CO. [157, 411, 267, 428]
raleigh-the: THE FAMOUS [328, 495, 376, 504]
answer-1: To be able to eat and digest a full meal? [17, 942, 127, 958]
teas-brand: NELSON MOATE'S [14, 1215, 130, 1231]
sporting-subtitle: CHRISTCHURCH MEETING. [996, 167, 1092, 176]
folks-text: they would not give up their washer. DIXON & BATES, Hawera, Sole Agent for Taranaki. [430, 170, 554, 194]
cheviot-subtitle: TRACES OF A MISSING MAN. [994, 964, 1094, 973]
masthead-title: THE DAILY NEWS SATURDAY FEBRUARY 15, 1902. [311, 6, 803, 25]
engineering-right: ENGINEERING. Electrical, Mechanical, Marine, Steam, Civil, Mining, Sanitary, Architectural. The Hemingway Commercial and Coaching School, 120 Queen Street, Auckland. P.O. Box 179. [211, 960, 272, 1042]
complaint-signature: J. F. HOOKER, Local agent Colonial Carrying Company. [721, 1259, 836, 1276]
column-rule [842, 36, 843, 1654]
templer-subtitle: LAND STOCK & GENERAL COMMISSION AGENT [304, 360, 400, 376]
column-6 [704, 36, 840, 1656]
